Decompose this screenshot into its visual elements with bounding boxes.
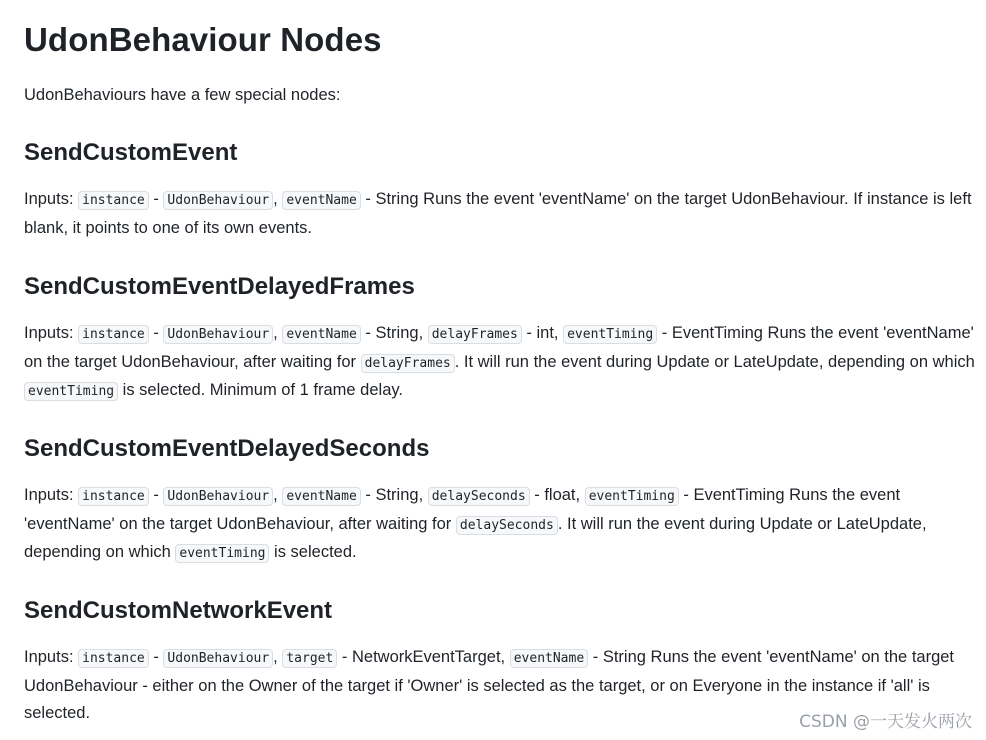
body-text: - NetworkEventTarget,	[337, 648, 510, 666]
inline-code-eventTiming: eventTiming	[175, 544, 269, 563]
section-body-sendcustomeventdelayedframes	[24, 320, 979, 406]
inline-code-instance: instance	[78, 325, 149, 344]
body-text: - EventTiming Runs the event 'eventName' on the target UdonBehaviour, after waiting for	[24, 486, 901, 533]
body-text: ,	[273, 324, 283, 342]
intro-text: UdonBehaviours have a few special nodes:	[24, 86, 341, 104]
section-body-sendcustomeventdelayedseconds	[24, 482, 979, 568]
body-text: -	[148, 486, 164, 504]
section-body-sendcustomevent	[24, 186, 979, 242]
body-text: Inputs:	[24, 190, 79, 208]
body-text: - String,	[360, 324, 428, 342]
inline-code-eventTiming: eventTiming	[24, 382, 118, 401]
body-text: is selected. Minimum of 1 frame delay.	[118, 381, 403, 399]
body-text: ,	[273, 648, 283, 666]
inline-code-delaySeconds: delaySeconds	[456, 516, 558, 535]
body-text: - String Runs the event 'eventName' on the target UdonBehaviour. If instance is left blank, it points to one of its own events.	[24, 190, 972, 237]
inline-code-eventName: eventName	[510, 649, 588, 668]
watermark: CSDN @一天发火两次	[799, 712, 972, 732]
inline-code-UdonBehaviour: UdonBehaviour	[163, 191, 273, 210]
body-text: - EventTiming Runs the event 'eventName' on the target UdonBehaviour, after waiting for	[24, 324, 974, 371]
inline-code-eventName: eventName	[282, 325, 360, 344]
section-heading-sendcustomevent: SendCustomEvent	[24, 139, 238, 166]
inline-code-eventTiming: eventTiming	[585, 487, 679, 506]
inline-code-delayFrames: delayFrames	[428, 325, 522, 344]
body-text: Inputs:	[24, 486, 79, 504]
inline-code-instance: instance	[78, 487, 149, 506]
body-text: Inputs:	[24, 324, 79, 342]
body-text: . It will run the event during Update or LateUpdate, depending on which	[454, 352, 975, 371]
body-text: is selected.	[269, 543, 357, 561]
body-text: - int,	[521, 324, 564, 342]
inline-code-UdonBehaviour: UdonBehaviour	[163, 325, 273, 344]
body-text: -	[148, 648, 164, 666]
section-heading-sendcustomeventdelayedframes: SendCustomEventDelayedFrames	[24, 273, 415, 300]
page-title: UdonBehaviour Nodes	[24, 21, 382, 58]
inline-code-instance: instance	[78, 191, 149, 210]
inline-code-instance: instance	[78, 649, 149, 668]
body-text: -	[148, 324, 164, 342]
inline-code-eventTiming: eventTiming	[563, 325, 657, 344]
body-text: -	[148, 190, 164, 208]
section-heading-sendcustomeventdelayedseconds: SendCustomEventDelayedSeconds	[24, 435, 430, 462]
section-heading-sendcustomnetworkevent: SendCustomNetworkEvent	[24, 597, 333, 624]
inline-code-UdonBehaviour: UdonBehaviour	[163, 487, 273, 506]
inline-code-eventName: eventName	[282, 487, 360, 506]
inline-code-delayFrames: delayFrames	[361, 354, 455, 373]
inline-code-target: target	[282, 649, 337, 668]
body-text: ,	[273, 486, 283, 504]
inline-code-delaySeconds: delaySeconds	[428, 487, 530, 506]
body-text: ,	[273, 190, 283, 208]
body-text: - float,	[529, 486, 585, 504]
body-text: . It will run the event during Update or LateUpdate, depending on which	[24, 514, 927, 561]
body-text: - String,	[360, 486, 428, 504]
body-text: - String Runs the event 'eventName' on the target UdonBehaviour - either on the Owner of the target if 'Owner' is selected as the target, or on Everyone in the instance if 'all' is selected.	[24, 648, 955, 722]
body-text: Inputs:	[24, 648, 79, 666]
inline-code-UdonBehaviour: UdonBehaviour	[163, 649, 273, 668]
inline-code-eventName: eventName	[282, 191, 360, 210]
